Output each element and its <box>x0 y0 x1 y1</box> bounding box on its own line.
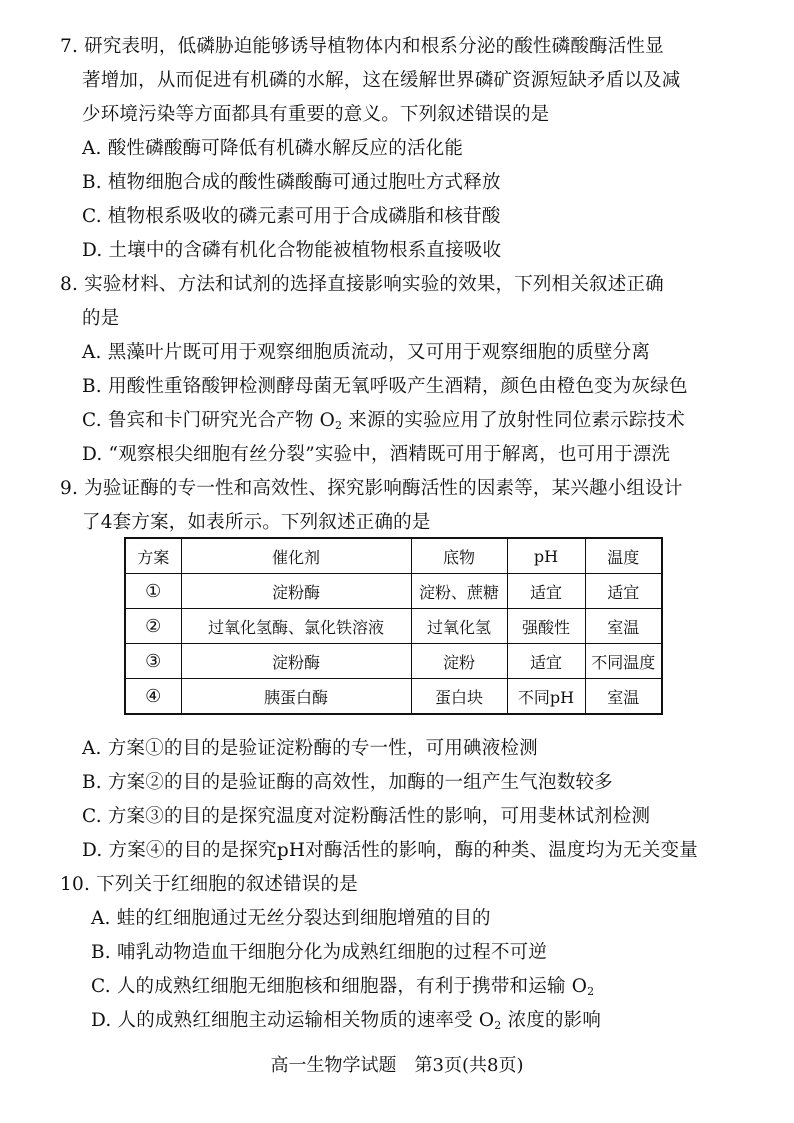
table-cell: 适宜 <box>507 644 585 679</box>
table-cell: 淀粉酶 <box>181 574 411 609</box>
table-cell: 适宜 <box>507 574 585 609</box>
table-cell: ④ <box>125 679 181 715</box>
table-header-row <box>125 538 662 574</box>
question-7-stem-line-1: 7. 研究表明，低磷胁迫能够诱导植物体内和根系分泌的酸性磷酸酶活性显 <box>60 36 664 57</box>
question-7-option-b: B. 植物细胞合成的酸性磷酸酶可通过胞吐方式释放 <box>82 172 501 193</box>
question-10-option-d <box>91 1008 601 1034</box>
question-9-option-d: D. 方案④的目的是探究pH对酶活性的影响，酶的种类、温度均为无关变量 <box>82 840 698 861</box>
table-cell: 蛋白块 <box>411 679 507 715</box>
table-cell: 适宜 <box>585 574 662 609</box>
table-row <box>125 574 662 609</box>
scheme-table <box>124 537 663 715</box>
table-row <box>125 679 662 715</box>
table-header-cell: 底物 <box>411 538 507 574</box>
question-8-option-c-text-end: 来源的实验应用了放射性同位素示踪技术 <box>342 410 685 431</box>
table-row <box>125 644 662 679</box>
table-header-cell: 方案 <box>125 538 181 574</box>
question-10-option-d-text-end: 浓度的影响 <box>501 1010 602 1031</box>
question-8-option-c <box>82 408 685 434</box>
question-10-stem: 10. 下列关于红细胞的叙述错误的是 <box>60 874 358 895</box>
question-10-option-a: A. 蛙的红细胞通过无丝分裂达到细胞增殖的目的 <box>91 908 491 929</box>
question-9-stem-line-2: 了4套方案，如表所示。下列叙述正确的是 <box>82 512 431 533</box>
question-7-option-c: C. 植物根系吸收的磷元素可用于合成磷脂和核苷酸 <box>82 206 501 227</box>
table-header-cell: 催化剂 <box>181 538 411 574</box>
table-cell: 淀粉酶 <box>181 644 411 679</box>
question-8-stem-line-2: 的是 <box>82 308 120 329</box>
question-7-stem-line-2: 著增加，从而促进有机磷的水解，这在缓解世界磷矿资源短缺矛盾以及减 <box>82 70 681 91</box>
table-cell: 室温 <box>585 679 662 715</box>
table-cell: 强酸性 <box>507 609 585 644</box>
question-9-option-a: A. 方案①的目的是验证淀粉酶的专一性，可用碘液检测 <box>82 738 538 759</box>
table-cell: 过氧化氢酶、氯化铁溶液 <box>181 609 411 644</box>
table-cell: ① <box>125 574 181 609</box>
table-cell: 淀粉、蔗糖 <box>411 574 507 609</box>
question-8-option-d: D. “观察根尖细胞有丝分裂”实验中，酒精既可用于解离，也可用于漂洗 <box>82 444 671 465</box>
question-8-option-a: A. 黑藻叶片既可用于观察细胞质流动，又可用于观察细胞的质壁分离 <box>82 342 651 363</box>
question-8-option-c-text: C. 鲁宾和卡门研究光合产物 O <box>82 410 336 431</box>
question-9-stem-line-1: 9. 为验证酶的专一性和高效性、探究影响酶活性的因素等，某兴趣小组设计 <box>60 478 683 499</box>
table-row <box>125 609 662 644</box>
table-header-cell: pH <box>507 538 585 574</box>
question-10-option-d-text: D. 人的成熟红细胞主动运输相关物质的速率受 O <box>91 1010 495 1031</box>
subscript-2: 2 <box>587 985 595 998</box>
subscript-2: 2 <box>335 419 343 432</box>
question-9-option-b: B. 方案②的目的是验证酶的高效性，加酶的一组产生气泡数较多 <box>82 772 613 793</box>
question-7-option-d: D. 土壤中的含磷有机化合物能被植物根系直接吸收 <box>82 240 502 261</box>
question-10-option-b: B. 哺乳动物造血干细胞分化为成熟红细胞的过程不可逆 <box>91 942 548 963</box>
table-cell: ③ <box>125 644 181 679</box>
question-9-option-c: C. 方案③的目的是探究温度对淀粉酶活性的影响，可用斐林试剂检测 <box>82 806 651 827</box>
question-8-stem-line-1: 8. 实验材料、方法和试剂的选择直接影响实验的效果，下列相关叙述正确 <box>60 274 664 295</box>
question-7-option-a: A. 酸性磷酸酶可降低有机磷水解反应的活化能 <box>82 138 464 159</box>
table-cell: 不同温度 <box>585 644 662 679</box>
table-cell: ② <box>125 609 181 644</box>
question-10-option-c-text: C. 人的成熟红细胞无细胞核和细胞器，有利于携带和运输 O <box>91 976 588 997</box>
table-cell: 过氧化氢 <box>411 609 507 644</box>
table-cell: 淀粉 <box>411 644 507 679</box>
subscript-2: 2 <box>494 1019 502 1032</box>
question-10-option-c <box>91 974 594 1000</box>
question-7-stem-line-3: 少环境污染等方面都具有重要的意义。下列叙述错误的是 <box>82 104 550 125</box>
page-footer: 高一生物学试题 第3页(共8页) <box>270 1055 524 1076</box>
table-cell: 胰蛋白酶 <box>181 679 411 715</box>
question-8-option-b: B. 用酸性重铬酸钾检测酵母菌无氧呼吸产生酒精，颜色由橙色变为灰绿色 <box>82 376 688 397</box>
table-header-cell: 温度 <box>585 538 662 574</box>
table-cell: 室温 <box>585 609 662 644</box>
table-cell: 不同pH <box>507 679 585 715</box>
